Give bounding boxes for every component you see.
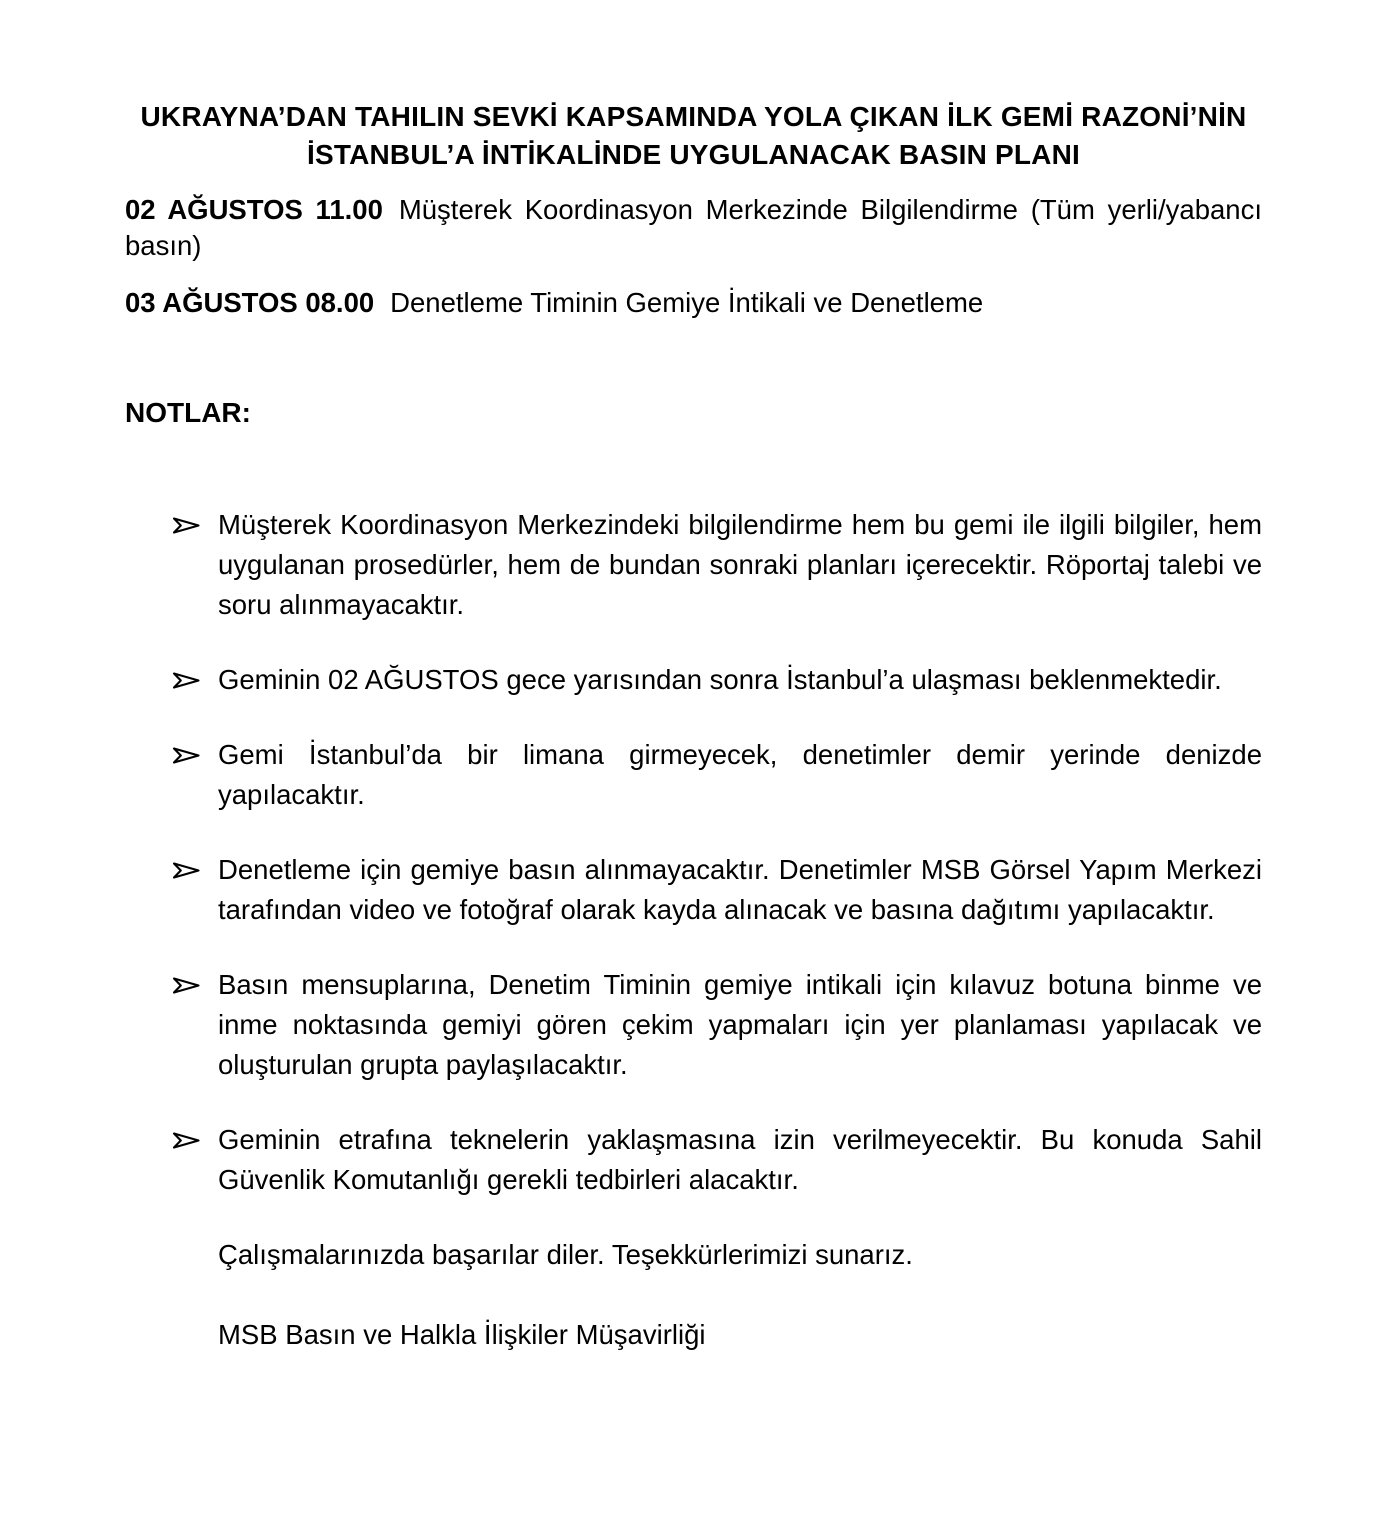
list-item <box>125 660 1262 700</box>
closing-text: Çalışmalarınızda başarılar diler. Teşekkürlerimizi sunarız. <box>218 1239 913 1270</box>
note-text: Geminin 02 AĞUSTOS gece yarısından sonra İstanbul’a ulaşması beklenmektedir. <box>218 664 1222 695</box>
right-arrowhead-bullet-icon <box>172 976 218 995</box>
schedule-entry-2 <box>125 285 1262 321</box>
note-text: Denetleme için gemiye basın alınmayacaktır. Denetimler MSB Görsel Yapım Merkezi tarafından video ve fotoğraf olarak kayda alınacak ve basına dağıtımı yapılacaktır. <box>218 854 1262 925</box>
note-text: Gemi İstanbul’da bir limana girmeyecek, denetimler demir yerinde denizde yapılacaktır. <box>218 739 1262 810</box>
list-item <box>125 965 1262 1085</box>
page-title-line-2: İSTANBUL’A İNTİKALİNDE UYGULANACAK BASIN PLANI <box>307 139 1080 170</box>
right-arrowhead-bullet-icon <box>172 671 218 690</box>
schedule-text-1: Müşterek Koordinasyon Merkezinde Bilgilendirme (Tüm yerli/yabancı basın) <box>125 194 1262 261</box>
schedule-text-2: Denetleme Timinin Gemiye İntikali ve Denetleme <box>390 287 984 318</box>
list-item <box>125 735 1262 815</box>
right-arrowhead-bullet-icon <box>172 746 218 765</box>
page-title <box>125 98 1262 174</box>
list-item <box>125 850 1262 930</box>
note-text: Geminin etrafına teknelerin yaklaşmasına izin verilmeyecektir. Bu konuda Sahil Güvenlik Komutanlığı gerekli tedbirleri alacaktır. <box>218 1124 1262 1195</box>
signature-text: MSB Basın ve Halkla İlişkiler Müşavirliği <box>218 1319 706 1350</box>
schedule-time-2: 03 AĞUSTOS 08.00 <box>125 287 375 318</box>
notes-list <box>125 505 1262 1200</box>
schedule-time-1: 02 AĞUSTOS 11.00 <box>125 194 383 225</box>
list-item <box>125 1120 1262 1200</box>
page-title-line-1: UKRAYNA’DAN TAHILIN SEVKİ KAPSAMINDA YOLA ÇIKAN İLK GEMİ RAZONİ’NİN <box>140 101 1247 132</box>
note-text: Müşterek Koordinasyon Merkezindeki bilgilendirme hem bu gemi ile ilgili bilgiler, hem uygulanan prosedürler, hem de bundan sonraki planları içerecektir. Röportaj talebi ve soru alınmayacaktır. <box>218 509 1262 620</box>
right-arrowhead-bullet-icon <box>172 861 218 880</box>
right-arrowhead-bullet-icon <box>172 516 218 535</box>
right-arrowhead-bullet-icon <box>172 1131 218 1150</box>
note-text: Basın mensuplarına, Denetim Timinin gemiye intikali için kılavuz botuna binme ve inme noktasında gemiyi gören çekim yapmaları için yer planlaması yapılacak ve oluşturulan grupta paylaşılacaktır. <box>218 969 1262 1080</box>
list-item <box>125 505 1262 625</box>
schedule-entry-1 <box>125 192 1262 264</box>
notes-heading: NOTLAR: <box>125 397 251 428</box>
